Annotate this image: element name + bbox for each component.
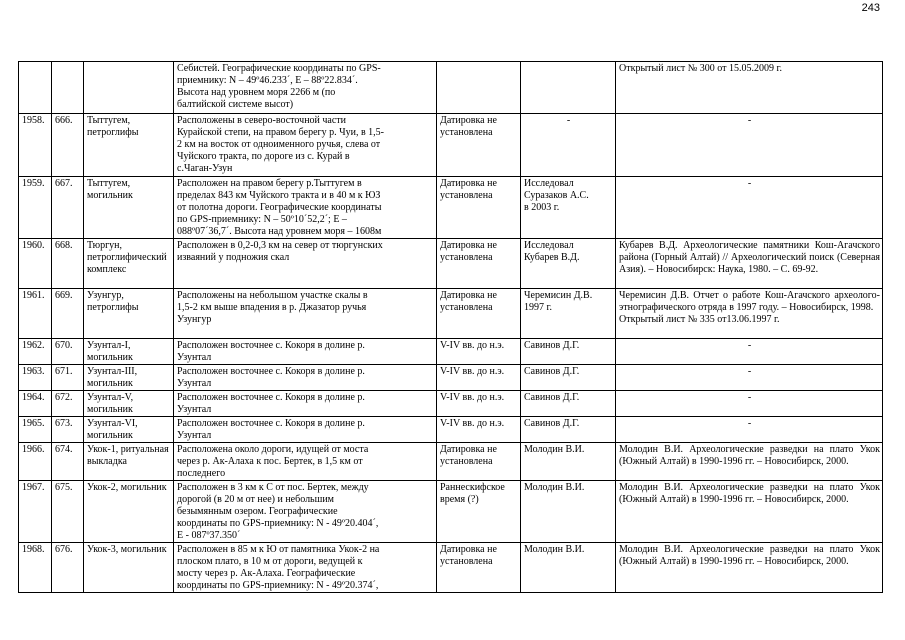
table-row (19, 417, 883, 443)
row-serial-number: 1959. (19, 177, 52, 239)
monument-location: Расположен на правом берегу р.Тыттугем в пределах 843 км Чуйского тракта и в 40 м к ЮЗ от полотна дороги. Географические координаты по GPS-приемнику: N – 50º10´52,2´; Е – 088º07´36,7´. Высота над уровнем моря – 1608м (174, 177, 437, 239)
monument-researcher: Исследовал Суразаков А.С. в 2003 г. (521, 177, 616, 239)
row-item-number: 670. (52, 339, 84, 365)
monument-name: Узунтал-V, могильник (84, 391, 174, 417)
monument-location: Расположен восточнее с. Кокоря в долине р. Узунтал (174, 339, 437, 365)
table-row (19, 481, 883, 543)
monument-literature: - (616, 365, 883, 391)
monument-researcher: Савинов Д.Г. (521, 339, 616, 365)
monument-name: Тюргун, петроглифический комплекс (84, 239, 174, 289)
monument-researcher: Черемисин Д.В. 1997 г. (521, 289, 616, 339)
monument-literature: - (616, 339, 883, 365)
table-row (19, 114, 883, 177)
row-serial-number: 1963. (19, 365, 52, 391)
monument-location: Расположен в 3 км к С от пос. Бертек, между дорогой (в 20 м от нее) и небольшим безымянным озером. Географические координаты по GPS-приемнику: N - 49º20.404´, Е - 087º37.350´ (174, 481, 437, 543)
monument-dating: Датировка не установлена (437, 443, 521, 481)
row-item-number: 667. (52, 177, 84, 239)
monument-name: Укок-2, могильник (84, 481, 174, 543)
monument-literature: Кубарев В.Д. Археологические памятники Кош-Агачского района (Горный Алтай) // Археологический поиск (Северная Азия). – Новосибирск: Наука, 1980. – С. 69-92. (616, 239, 883, 289)
monument-literature: - (616, 114, 883, 177)
row-item-number: 668. (52, 239, 84, 289)
row-serial-number: 1961. (19, 289, 52, 339)
monument-name (84, 62, 174, 114)
monument-literature: Молодин В.И. Археологические разведки на плато Укок (Южный Алтай) в 1990-1996 гг. – Новосибирск, 2000. (616, 443, 883, 481)
row-serial-number: 1962. (19, 339, 52, 365)
monument-name: Тыттугем, петроглифы (84, 114, 174, 177)
table-row (19, 543, 883, 593)
monument-dating: V-IV вв. до н.э. (437, 417, 521, 443)
row-item-number (52, 62, 84, 114)
table-row (19, 62, 883, 114)
monument-location: Расположен восточнее с. Кокоря в долине р. Узунтал (174, 365, 437, 391)
row-serial-number (19, 62, 52, 114)
table-body (19, 62, 883, 593)
monument-literature: - (616, 417, 883, 443)
row-serial-number: 1967. (19, 481, 52, 543)
row-item-number: 674. (52, 443, 84, 481)
monument-dating: Датировка не установлена (437, 239, 521, 289)
table-row (19, 289, 883, 339)
monument-dating: Датировка не установлена (437, 177, 521, 239)
monument-researcher: Молодин В.И. (521, 443, 616, 481)
monument-location: Расположены в северо-восточной части Курайской степи, на правом берегу р. Чуи, в 1,5- 2 км на восток от одноименного ручья, слева от Чуйского тракта, по дороге из с. Курай в с.Чаган-Узун (174, 114, 437, 177)
row-item-number: 671. (52, 365, 84, 391)
monument-location: Себистей. Географические координаты по GPS- приемнику: N – 49º46.233´, Е – 88º22.834´. Высота над уровнем моря 2266 м (по балтийской системе высот) (174, 62, 437, 114)
row-serial-number: 1965. (19, 417, 52, 443)
monument-location: Расположена около дороги, идущей от моста через р. Ак-Алаха к пос. Бертек, в 1,5 км от последнего (174, 443, 437, 481)
monument-dating: Датировка не установлена (437, 543, 521, 593)
monument-dating: V-IV вв. до н.э. (437, 391, 521, 417)
monument-location: Расположены на небольшом участке скалы в 1,5-2 км выше впадения в р. Джазатор ручья Узунгур (174, 289, 437, 339)
row-item-number: 669. (52, 289, 84, 339)
monument-literature: Черемисин Д.В. Отчет о работе Кош-Агачского археолого-этнографического отряда в 1997 году. – Новосибирск, 1998. Открытый лист № 335 от13.06.1997 г. (616, 289, 883, 339)
table-row (19, 391, 883, 417)
row-item-number: 675. (52, 481, 84, 543)
monument-name: Узунгур, петроглифы (84, 289, 174, 339)
monument-researcher: - (521, 114, 616, 177)
table-row (19, 365, 883, 391)
monument-name: Узунтал-VI, могильник (84, 417, 174, 443)
row-item-number: 673. (52, 417, 84, 443)
monument-name: Узунтал-I, могильник (84, 339, 174, 365)
monument-researcher: Молодин В.И. (521, 543, 616, 593)
monument-name: Укок-3, могильник (84, 543, 174, 593)
monument-literature: Молодин В.И. Археологические разведки на плато Укок (Южный Алтай) в 1990-1996 гг. – Новосибирск, 2000. (616, 543, 883, 593)
monument-literature: - (616, 391, 883, 417)
row-serial-number: 1958. (19, 114, 52, 177)
row-serial-number: 1960. (19, 239, 52, 289)
monument-researcher: Савинов Д.Г. (521, 365, 616, 391)
monument-name: Тыттугем, могильник (84, 177, 174, 239)
monument-dating: Датировка не установлена (437, 114, 521, 177)
monument-researcher: Исследовал Кубарев В.Д. (521, 239, 616, 289)
monument-dating: V-IV вв. до н.э. (437, 339, 521, 365)
row-item-number: 672. (52, 391, 84, 417)
monument-literature: Открытый лист № 300 от 15.05.2009 г. (616, 62, 883, 114)
monuments-table (18, 61, 883, 593)
monument-literature: Молодин В.И. Археологические разведки на плато Укок (Южный Алтай) в 1990-1996 гг. – Новосибирск, 2000. (616, 481, 883, 543)
monument-name: Укок-1, ритуальная выкладка (84, 443, 174, 481)
row-serial-number: 1968. (19, 543, 52, 593)
monument-dating: Раннескифское время (?) (437, 481, 521, 543)
row-item-number: 666. (52, 114, 84, 177)
monument-researcher: Молодин В.И. (521, 481, 616, 543)
monument-location: Расположен в 85 м к Ю от памятника Укок-2 на плоском плато, в 10 м от дороги, ведущей к мосту через р. Ак-Алаха. Географические координаты по GPS-приемнику: N - 49º20.374´, (174, 543, 437, 593)
monument-literature: - (616, 177, 883, 239)
table-row (19, 239, 883, 289)
monument-researcher: Савинов Д.Г. (521, 391, 616, 417)
row-item-number: 676. (52, 543, 84, 593)
monument-name: Узунтал-III, могильник (84, 365, 174, 391)
monument-location: Расположен восточнее с. Кокоря в долине р. Узунтал (174, 417, 437, 443)
page-number: 243 (861, 2, 880, 14)
monument-dating: V-IV вв. до н.э. (437, 365, 521, 391)
monument-location: Расположен восточнее с. Кокоря в долине р. Узунтал (174, 391, 437, 417)
table-row (19, 177, 883, 239)
monument-location: Расположен в 0,2-0,3 км на север от тюргунских изваяний у подножия скал (174, 239, 437, 289)
monument-dating: Датировка не установлена (437, 289, 521, 339)
table-row (19, 339, 883, 365)
monument-dating (437, 62, 521, 114)
monument-researcher: Савинов Д.Г. (521, 417, 616, 443)
table-row (19, 443, 883, 481)
row-serial-number: 1964. (19, 391, 52, 417)
monument-researcher (521, 62, 616, 114)
row-serial-number: 1966. (19, 443, 52, 481)
